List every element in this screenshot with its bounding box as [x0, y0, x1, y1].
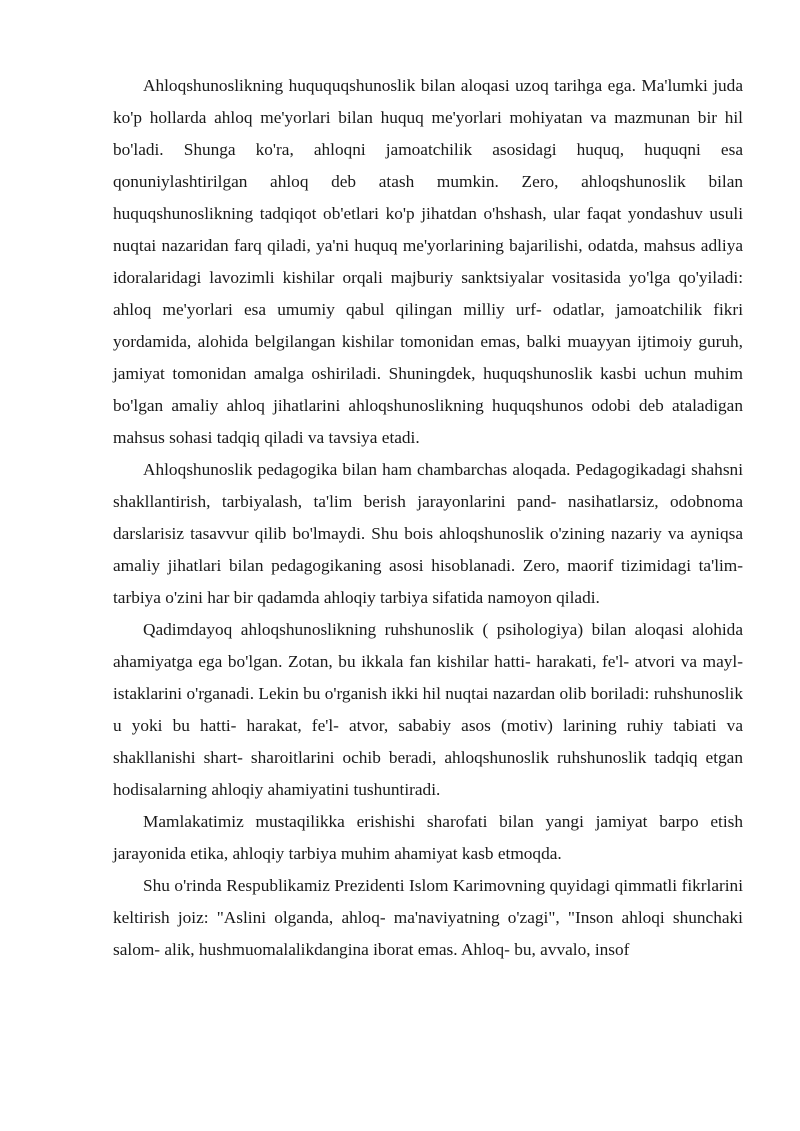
paragraph-law: Ahloqshunoslikning huququqshunoslik bilan aloqasi uzoq tarihga ega. Ma'lumki juda ko'p hollarda ahloq me'yorlari bilan huquq me'yorlari mohiyatan va mazmunan bir hil bo'ladi. Shunga ko'ra, ahloqni jamoatchilik asosidagi huquq, huquqni esa qonuniylashtirilgan ahloq deb atash mumkin. Zero, ahloqshunoslik bilan huquqshunoslikning tadqiqot ob'etlari ko'p jihatdan o'hshash, ular faqat yondashuv usuli nuqtai nazaridan farq qiladi, ya'ni huquq me'yorlarining bajarilishi, odatda, mahsus adliya idoralaridagi lavozimli kishilar orqali majburiy sanktsiyalar vositasida yo'lga qo'yiladi: ahloq me'yorlari esa umumiy qabul qilingan milliy urf- odatlar, jamoatchilik fikri yordamida, alohida belgilangan kishilar tomonidan emas, balki muayyan ijtimoiy guruh, jamiyat tomonidan amalga oshiriladi. Shuningdek, huquqshunoslik kasbi uchun muhim bo'lgan amaliy ahloq jihatlarini ahloqshunoslikning huquqshunos odobi deb ataladigan mahsus sohasi tadqiq qiladi va tavsiya etadi. [113, 76, 743, 447]
paragraph-president-quote: Shu o'rinda Respublikamiz Prezidenti Islom Karimovning quyidagi qimmatli fikrlarini keltirish joiz: "Aslini olganda, ahloq- ma'naviyatning o'zagi", "Inson ahloqi shunchaki salom- alik, hushmuomalalikdangina iborat emas. Ahloq- bu, avvalo, insof [113, 876, 743, 959]
document-page [113, 70, 743, 966]
paragraph-pedagogy: Ahloqshunoslik pedagogika bilan ham chambarchas aloqada. Pedagogikadagi shahsni shakllantirish, tarbiyalash, ta'lim berish jarayonlarini pand- nasihatlarsiz, odobnoma darslarisiz tasavvur qilib bo'lmaydi. Shu bois ahloqshunoslik o'zining nazariy va ayniqsa amaliy jihatlari bilan pedagogikaning asosi hisoblanadi. Zero, maorif tizimidagi ta'lim- tarbiya o'zini har bir qadamda ahloqiy tarbiya sifatida namoyon qiladi. [113, 460, 743, 607]
paragraph-independence: Mamlakatimiz mustaqilikka erishishi sharofati bilan yangi jamiyat barpo etish jarayonida etika, ahloqiy tarbiya muhim ahamiyat kasb etmoqda. [113, 812, 743, 863]
paragraph-psychology: Qadimdayoq ahloqshunoslikning ruhshunoslik ( psihologiya) bilan aloqasi alohida ahamiyatga ega bo'lgan. Zotan, bu ikkala fan kishilar hatti- harakati, fe'l- atvori va mayl- istaklarini o'rganadi. Lekin bu o'rganish ikki hil nuqtai nazardan olib boriladi: ruhshunoslik u yoki bu hatti- harakat, fe'l- atvor, sababiy asos (motiv) larining ruhiy tabiati va shakllanishi shart- sharoitlarini ochib beradi, ahloqshunoslik ruhshunoslik tadqiq etgan hodisalarning ahloqiy ahamiyatini tushuntiradi. [113, 620, 743, 799]
